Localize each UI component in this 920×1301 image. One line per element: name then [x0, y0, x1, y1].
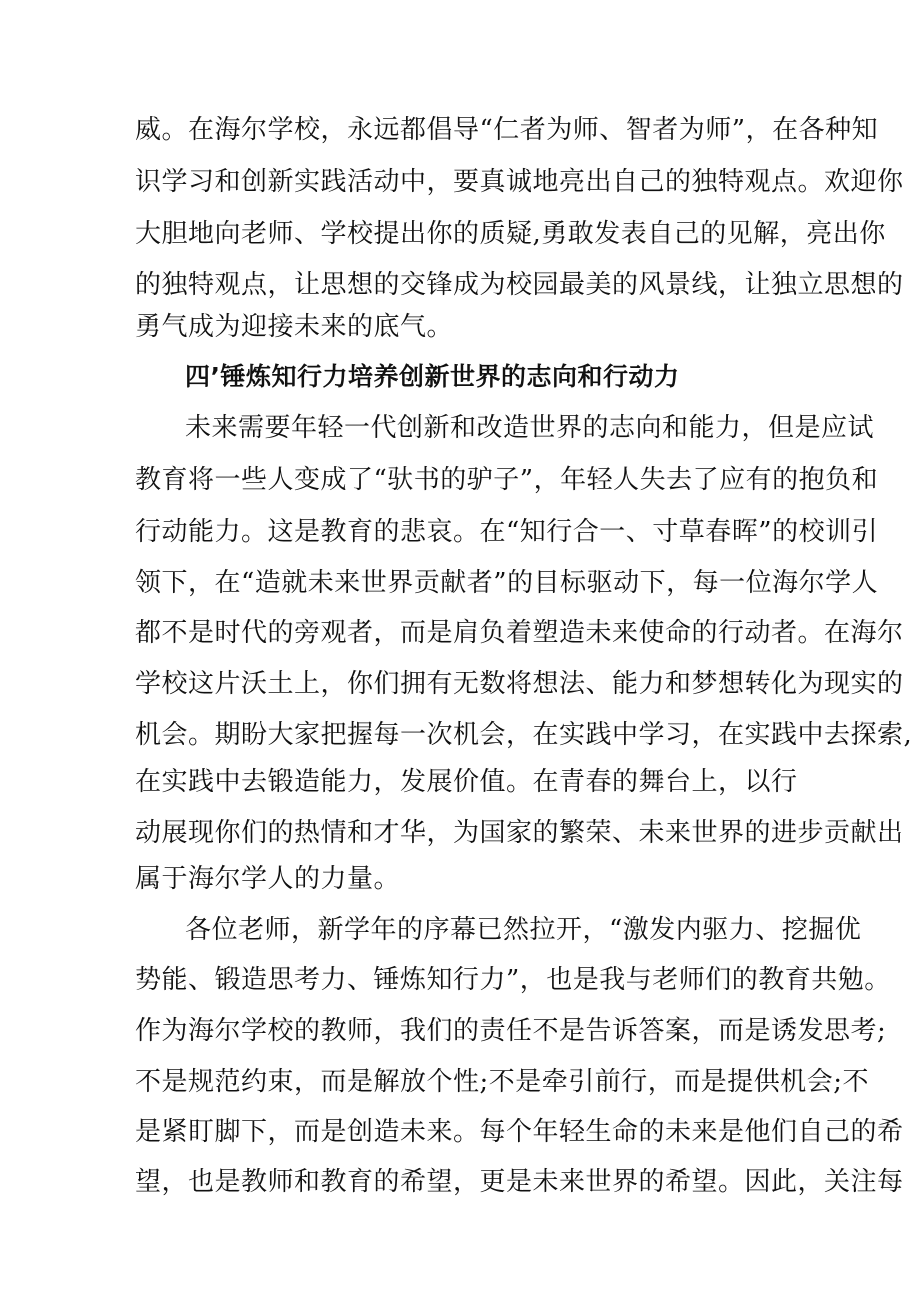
text-line-16: 属于海尔学人的力量。: [135, 864, 401, 894]
text-line-3: 大胆地向老师、学校提出你的质疑,勇敢发表自己的见解，亮出你: [135, 219, 886, 249]
text-line-5: 勇气成为迎接未来的底气。: [135, 312, 454, 342]
text-line-14: 在实践中去锻造能力，发展价值。在青春的舞台上，以行: [135, 767, 798, 797]
text-line-17: 各位老师，新学年的序幕已然拉开，“激发内驱力、挖掘优: [185, 915, 862, 945]
text-line-4: 的独特观点，让思想的交锋成为校园最美的风景线，让独立思想的: [135, 270, 904, 300]
text-line-19: 作为海尔学校的教师，我们的责任不是告诉答案，而是诱发思考;: [135, 1016, 887, 1046]
text-line-10: 领下，在“造就未来世界贡献者”的目标驱动下，每一位海尔学人: [135, 568, 879, 598]
text-line-2: 识学习和创新实践活动中，要真诚地亮出自己的独特观点。欢迎你: [135, 167, 904, 197]
text-line-21: 是紧盯脚下，而是创造未来。每个年轻生命的未来是他们自己的希: [135, 1117, 904, 1147]
text-line-18: 势能、锻造思考力、锤炼知行力”，也是我与老师们的教育共勉。: [135, 965, 891, 995]
section-heading: 四’锤炼知行力培养创新世界的志向和行动力: [185, 362, 680, 391]
text-line-7: 未来需要年轻一代创新和改造世界的志向和能力，但是应试: [185, 413, 875, 443]
text-line-11: 都不是时代的旁观者，而是肩负着塑造未来使命的行动者。在海尔: [135, 618, 904, 648]
text-line-13: 机会。期盼大家把握每一次机会，在实践中学习，在实践中去探索,: [135, 720, 913, 750]
text-line-12: 学校这片沃土上，你们拥有无数将想法、能力和梦想转化为现实的: [135, 669, 904, 699]
text-line-15: 动展现你们的热情和才华，为国家的繁荣、未来世界的进步贡献出: [135, 818, 904, 848]
text-line-22: 望，也是教师和教育的希望，更是未来世界的希望。因此，关注每: [135, 1167, 904, 1197]
text-line-1: 威。在海尔学校，永远都倡导“仁者为师、智者为师”，在各种知: [135, 115, 879, 145]
text-line-9: 行动能力。这是教育的悲哀。在“知行合一、寸草春晖”的校训引: [135, 517, 879, 547]
text-line-8: 教育将一些人变成了“驮书的驴子”，年轻人失去了应有的抱负和: [135, 465, 879, 495]
text-line-20: 不是规范约束，而是解放个性;不是牵引前行，而是提供机会;不: [135, 1067, 870, 1097]
